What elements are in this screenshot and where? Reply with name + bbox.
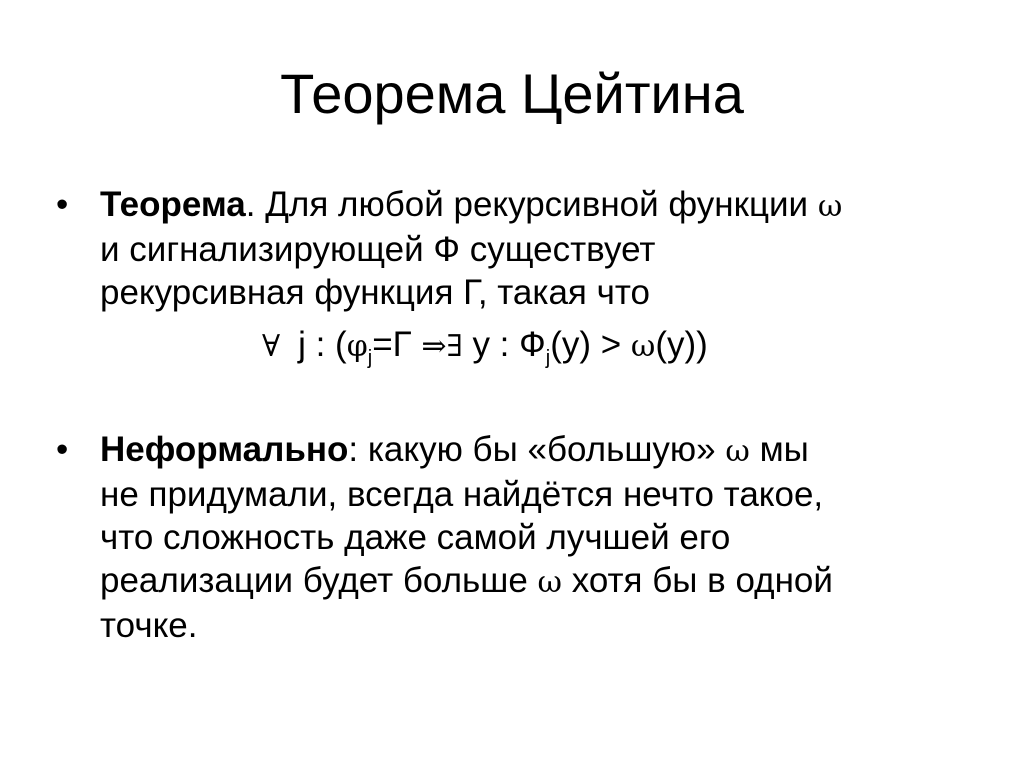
- theorem-text-2: и сигнализирующей Ф существует: [100, 230, 656, 269]
- bullet-mark: •: [56, 430, 69, 469]
- theorem-text-1: . Для любой рекурсивной функции: [245, 185, 809, 224]
- formula-part-2: =Г: [372, 325, 422, 364]
- omega-symbol: ω: [817, 189, 843, 224]
- forall-symbol: ∀: [262, 329, 281, 364]
- formula-part-3: y : Ф: [462, 325, 546, 364]
- formula-subscript-2: j: [545, 347, 551, 369]
- formula-part-1: j : (: [298, 325, 347, 364]
- informal-text-4: реализации будет больше: [100, 561, 528, 600]
- phi-symbol: φ: [346, 329, 368, 364]
- omega-symbol: ω: [630, 329, 656, 364]
- bullet-informal-body: [100, 428, 956, 647]
- omega-symbol: ω: [537, 565, 562, 600]
- theorem-text-3: рекурсивная функция Г, такая что: [100, 273, 650, 312]
- slide-title: Теорема Цейтина: [280, 62, 744, 125]
- theorem-formula: [262, 323, 708, 368]
- informal-text-4b: хотя бы в одной: [562, 561, 833, 600]
- bullet-theorem: [56, 183, 956, 314]
- bullet-informal: [56, 428, 956, 647]
- bullet-theorem-body: [100, 183, 956, 314]
- informal-text-1: : какую бы «большую»: [348, 430, 716, 469]
- term-informal: Неформально: [100, 430, 349, 469]
- formula-part-5: (y)): [655, 325, 708, 364]
- informal-text-3: что сложность даже самой лучшей его: [100, 518, 731, 557]
- term-theorem: Теорема: [100, 185, 246, 224]
- formula-subscript-1: j: [367, 347, 373, 369]
- omega-symbol: ω: [725, 434, 750, 469]
- informal-text-2: не придумали, всегда найдётся нечто такое,: [100, 475, 824, 514]
- formula-part-4: (y) >: [550, 325, 631, 364]
- informal-text-1b: мы: [749, 430, 809, 469]
- informal-text-5: точке.: [100, 606, 198, 645]
- implies-exists-symbol: ⇒∃: [421, 329, 463, 364]
- bullet-mark: •: [56, 185, 69, 224]
